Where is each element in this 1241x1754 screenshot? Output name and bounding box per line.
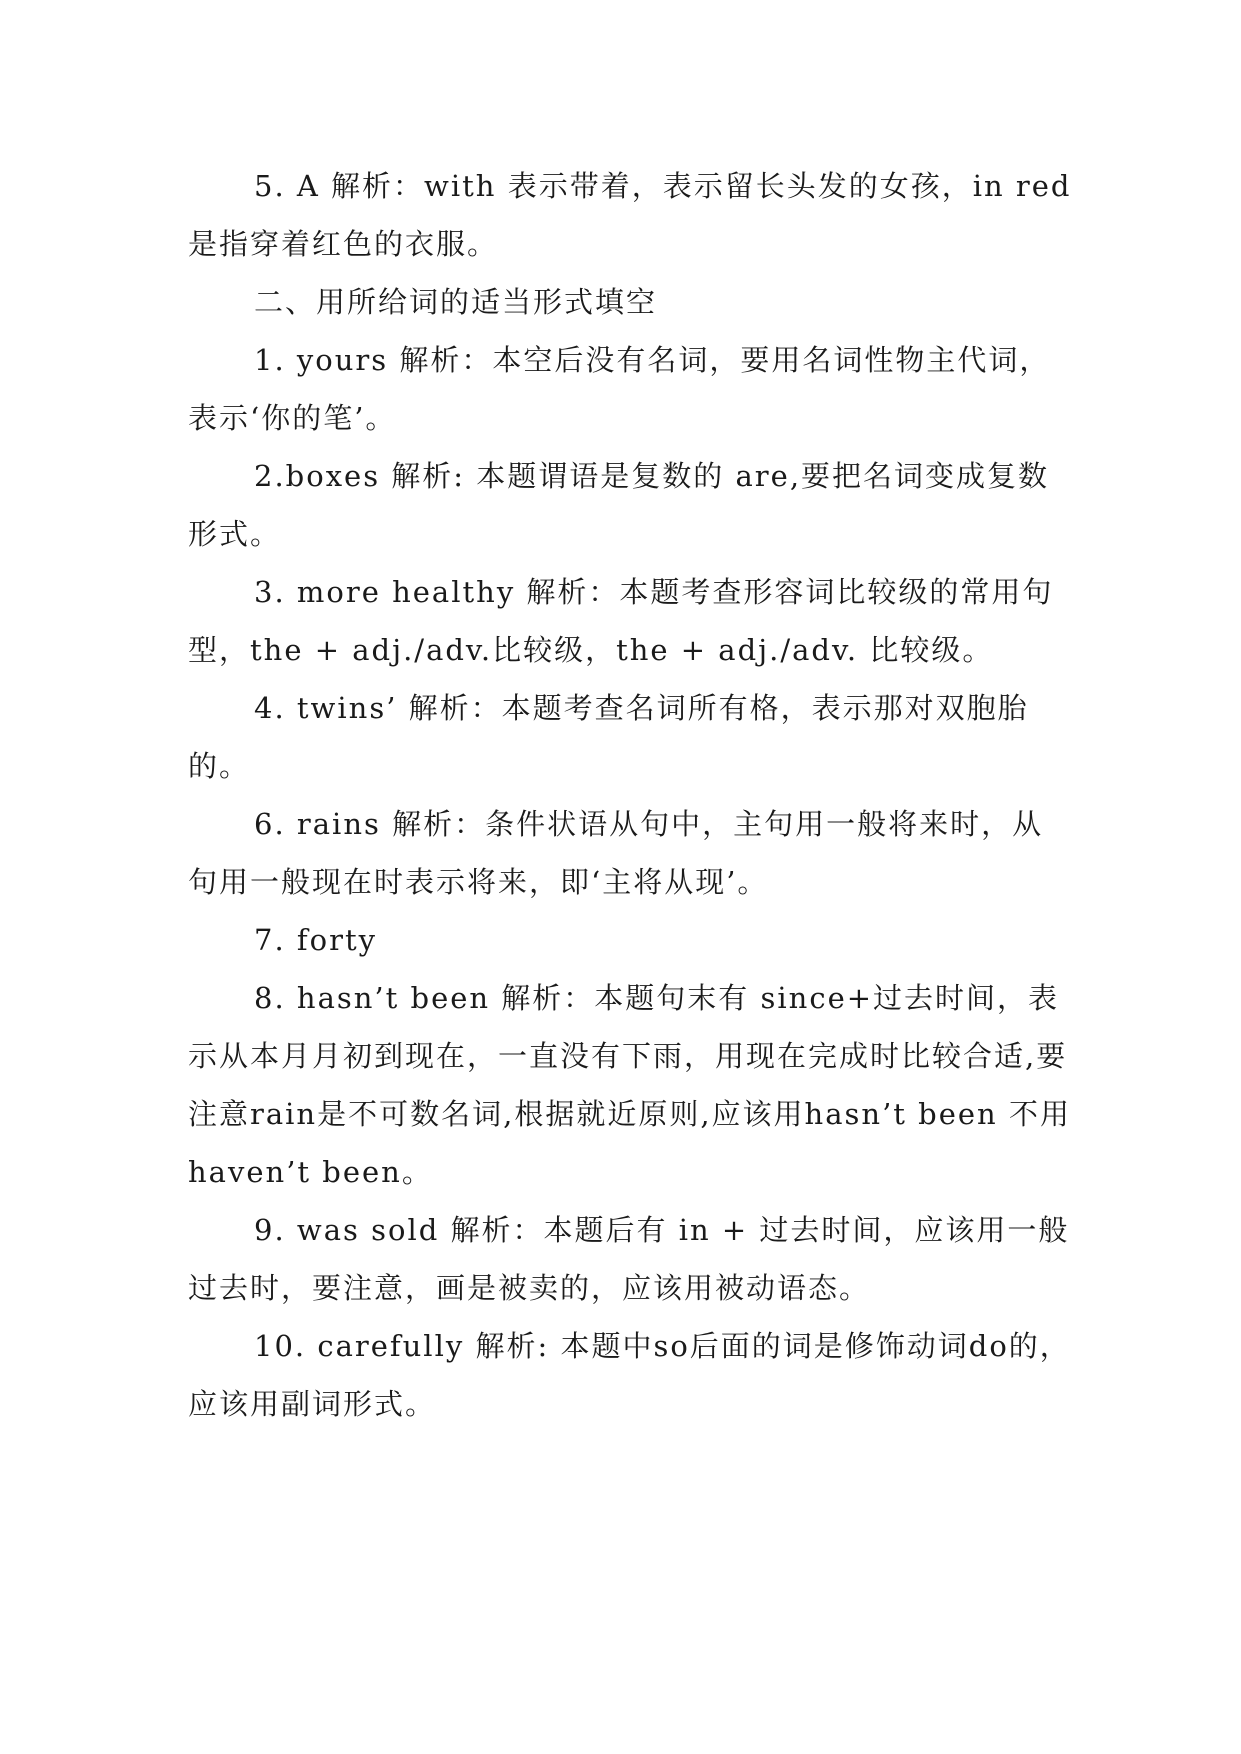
answer-9-explanation: 9. was sold 解析：本题后有 in + 过去时间，应该用一般过去时，要注意，画是被卖的，应该用被动语态。 [188,1213,1070,1305]
answer-5-explanation: 5. A 解析：with 表示带着，表示留长头发的女孩，in red 是指穿着红色的衣服。 [188,169,1072,261]
answer-6-explanation: 6. rains 解析：条件状语从句中，主句用一般将来时，从句用一般现在时表示将来，即‘主将从现’。 [188,807,1044,899]
section-heading: 二、用所给词的适当形式填空 [254,285,658,319]
answer-7: 7. forty [254,923,377,957]
answer-3-explanation: 3. more healthy 解析：本题考查形容词比较级的常用句型，the + adj./adv.比较级，the + adj./adv. 比较级。 [188,575,1054,667]
answer-1-explanation: 1. yours 解析：本空后没有名词，要用名词性物主代词，表示‘你的笔’。 [188,343,1051,435]
answer-10-explanation: 10. carefully 解析: 本题中so后面的词是修饰动词do的，应该用副词形式。 [188,1329,1071,1421]
answer-2-explanation: 2.boxes 解析: 本题谓语是复数的 are,要把名词变成复数形式。 [188,459,1050,551]
answer-8-explanation: 8. hasn’t been 解析：本题句末有 since+过去时间，表示从本月月初到现在，一直没有下雨，用现在完成时比较合适,要注意rain是不可数名词,根据就近原则,应该用hasn’t been 不用haven’t been。 [188,981,1071,1189]
answer-4-explanation: 4. twins’ 解析：本题考查名词所有格，表示那对双胞胎的。 [188,691,1029,783]
document-body [188,157,1073,1433]
